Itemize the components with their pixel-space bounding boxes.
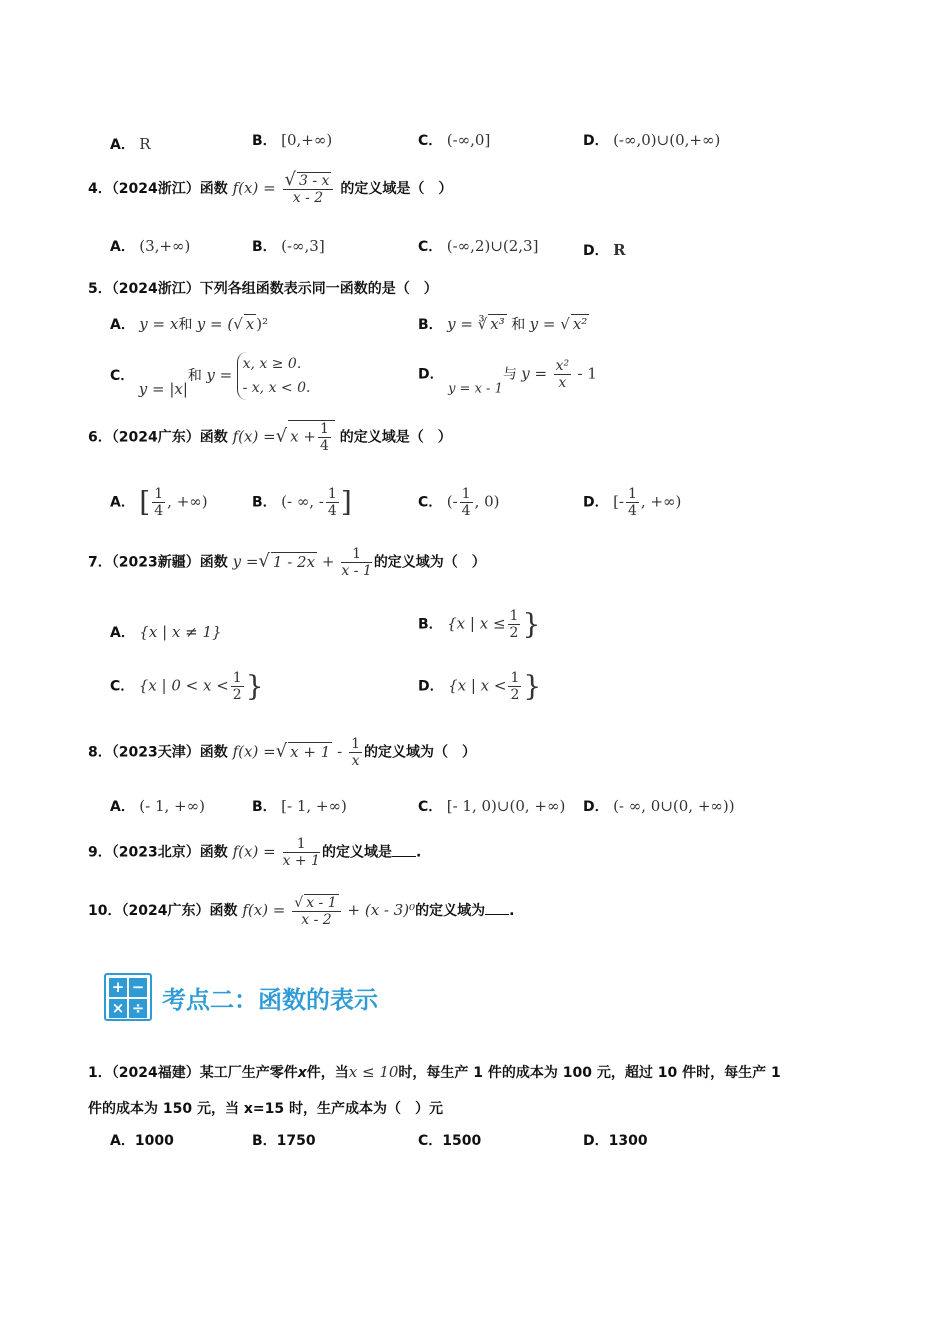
q5-option-d: D． y = x - 1与 y = $\frac{\text{x²}}{x}$ - 1 — [418, 358, 597, 397]
q8-option-c: C． [- 1, 0)∪(0, +∞) — [418, 797, 566, 815]
q6-option-c: C． (- $\frac{1}{4}$ , 0) — [418, 486, 500, 519]
section-header — [104, 972, 378, 1022]
q7-option-a: A． {x | x ≠ 1} — [110, 623, 222, 641]
question-9: 9．（2023北京）函数 f(x) = $\frac{1}{x + 1}$ 的定义域是 . — [88, 836, 422, 869]
q5-option-a: A． y = x和 y = (√ x )² — [110, 315, 269, 333]
q3-option-c: C． (-∞,0] — [418, 131, 491, 149]
question-7: 7．（2023新疆）函数 y =√ 1 - 2x + $\frac{1}{x - 1}$ 的定义域为（ ） — [88, 546, 486, 579]
section-title: 考点二：函数的表示 — [162, 984, 378, 1014]
q3-option-a: A． R — [110, 135, 151, 153]
s2-question-1-line1: 1．（2024福建）某工厂生产零件x件，当x ≤ 10时，每生产 1 件的成本为 100 元，超过 10 件时，每生产 1 — [88, 1063, 781, 1081]
q7-option-d: D． {x | x < $\frac{1}{2}$ } — [418, 669, 542, 703]
s2-question-1-line2: 件的成本为 150 元，当 x=15 时，生产成本为（ ）元 — [88, 1101, 443, 1117]
q4-option-d: D． R — [583, 241, 626, 259]
q3-option-d: D． (-∞,0)∪(0,+∞) — [583, 131, 721, 149]
q7-option-b: B． {x | x ≤ $\frac{1}{2}$ } — [418, 607, 541, 641]
question-10: 10．（2024广东）函数 f(x) = $\frac{√ x - 1}{x - 2}$ + (x - 3)⁰的定义域为 . — [88, 895, 515, 928]
q8-option-a: A． (- 1, +∞) — [110, 797, 205, 815]
question-4: 4．（2024浙江）函数 f(x) = $\frac{√ 3 - x}{x - 2}$ 的定义域是（ ） — [88, 169, 453, 206]
s2q1-option-b: B．1750 — [252, 1133, 316, 1149]
q5-option-b: B． y = ∛ x³ 和 y = √ x² — [418, 315, 588, 333]
calculator-icon: + − × ÷ — [104, 973, 152, 1021]
q4-option-c: C． (-∞,2)∪(2,3] — [418, 237, 539, 255]
q4-option-b: B． (-∞,3] — [252, 237, 325, 255]
q6-option-b: B． (- ∞, - $\frac{1}{4}$ ] — [252, 485, 352, 519]
question-6: 6．（2024广东）函数 f(x) =√ x + $\frac{1}{4}$ 的定义域是（ ） — [88, 421, 452, 454]
question-5: 5．（2024浙江）下列各组函数表示同一函数的是（ ） — [88, 281, 438, 297]
s2q1-option-d: D．1300 — [583, 1133, 648, 1149]
q7-option-c: C． {x | 0 < x < $\frac{1}{2}$ } — [110, 669, 264, 703]
q8-option-b: B． [- 1, +∞) — [252, 797, 347, 815]
q6-option-a: A． [ $\frac{1}{4}$ , +∞) — [110, 485, 208, 519]
q6-option-d: D． [- $\frac{1}{4}$ , +∞) — [583, 486, 682, 519]
q8-option-d: D． (- ∞, 0∪(0, +∞)) — [583, 797, 735, 815]
q4-option-a: A． (3,+∞) — [110, 237, 191, 255]
q5-option-c: C． y = |x|和 y = x, x ≥ 0. - x, x < 0. — [110, 352, 310, 400]
q3-option-b: B． [0,+∞) — [252, 131, 333, 149]
question-8: 8．（2023天津）函数 f(x) =√ x + 1 - $\frac{1}{x}$ 的定义域为（ ） — [88, 736, 476, 769]
s2q1-option-a: A．1000 — [110, 1133, 174, 1149]
s2q1-option-c: C．1500 — [418, 1133, 482, 1149]
